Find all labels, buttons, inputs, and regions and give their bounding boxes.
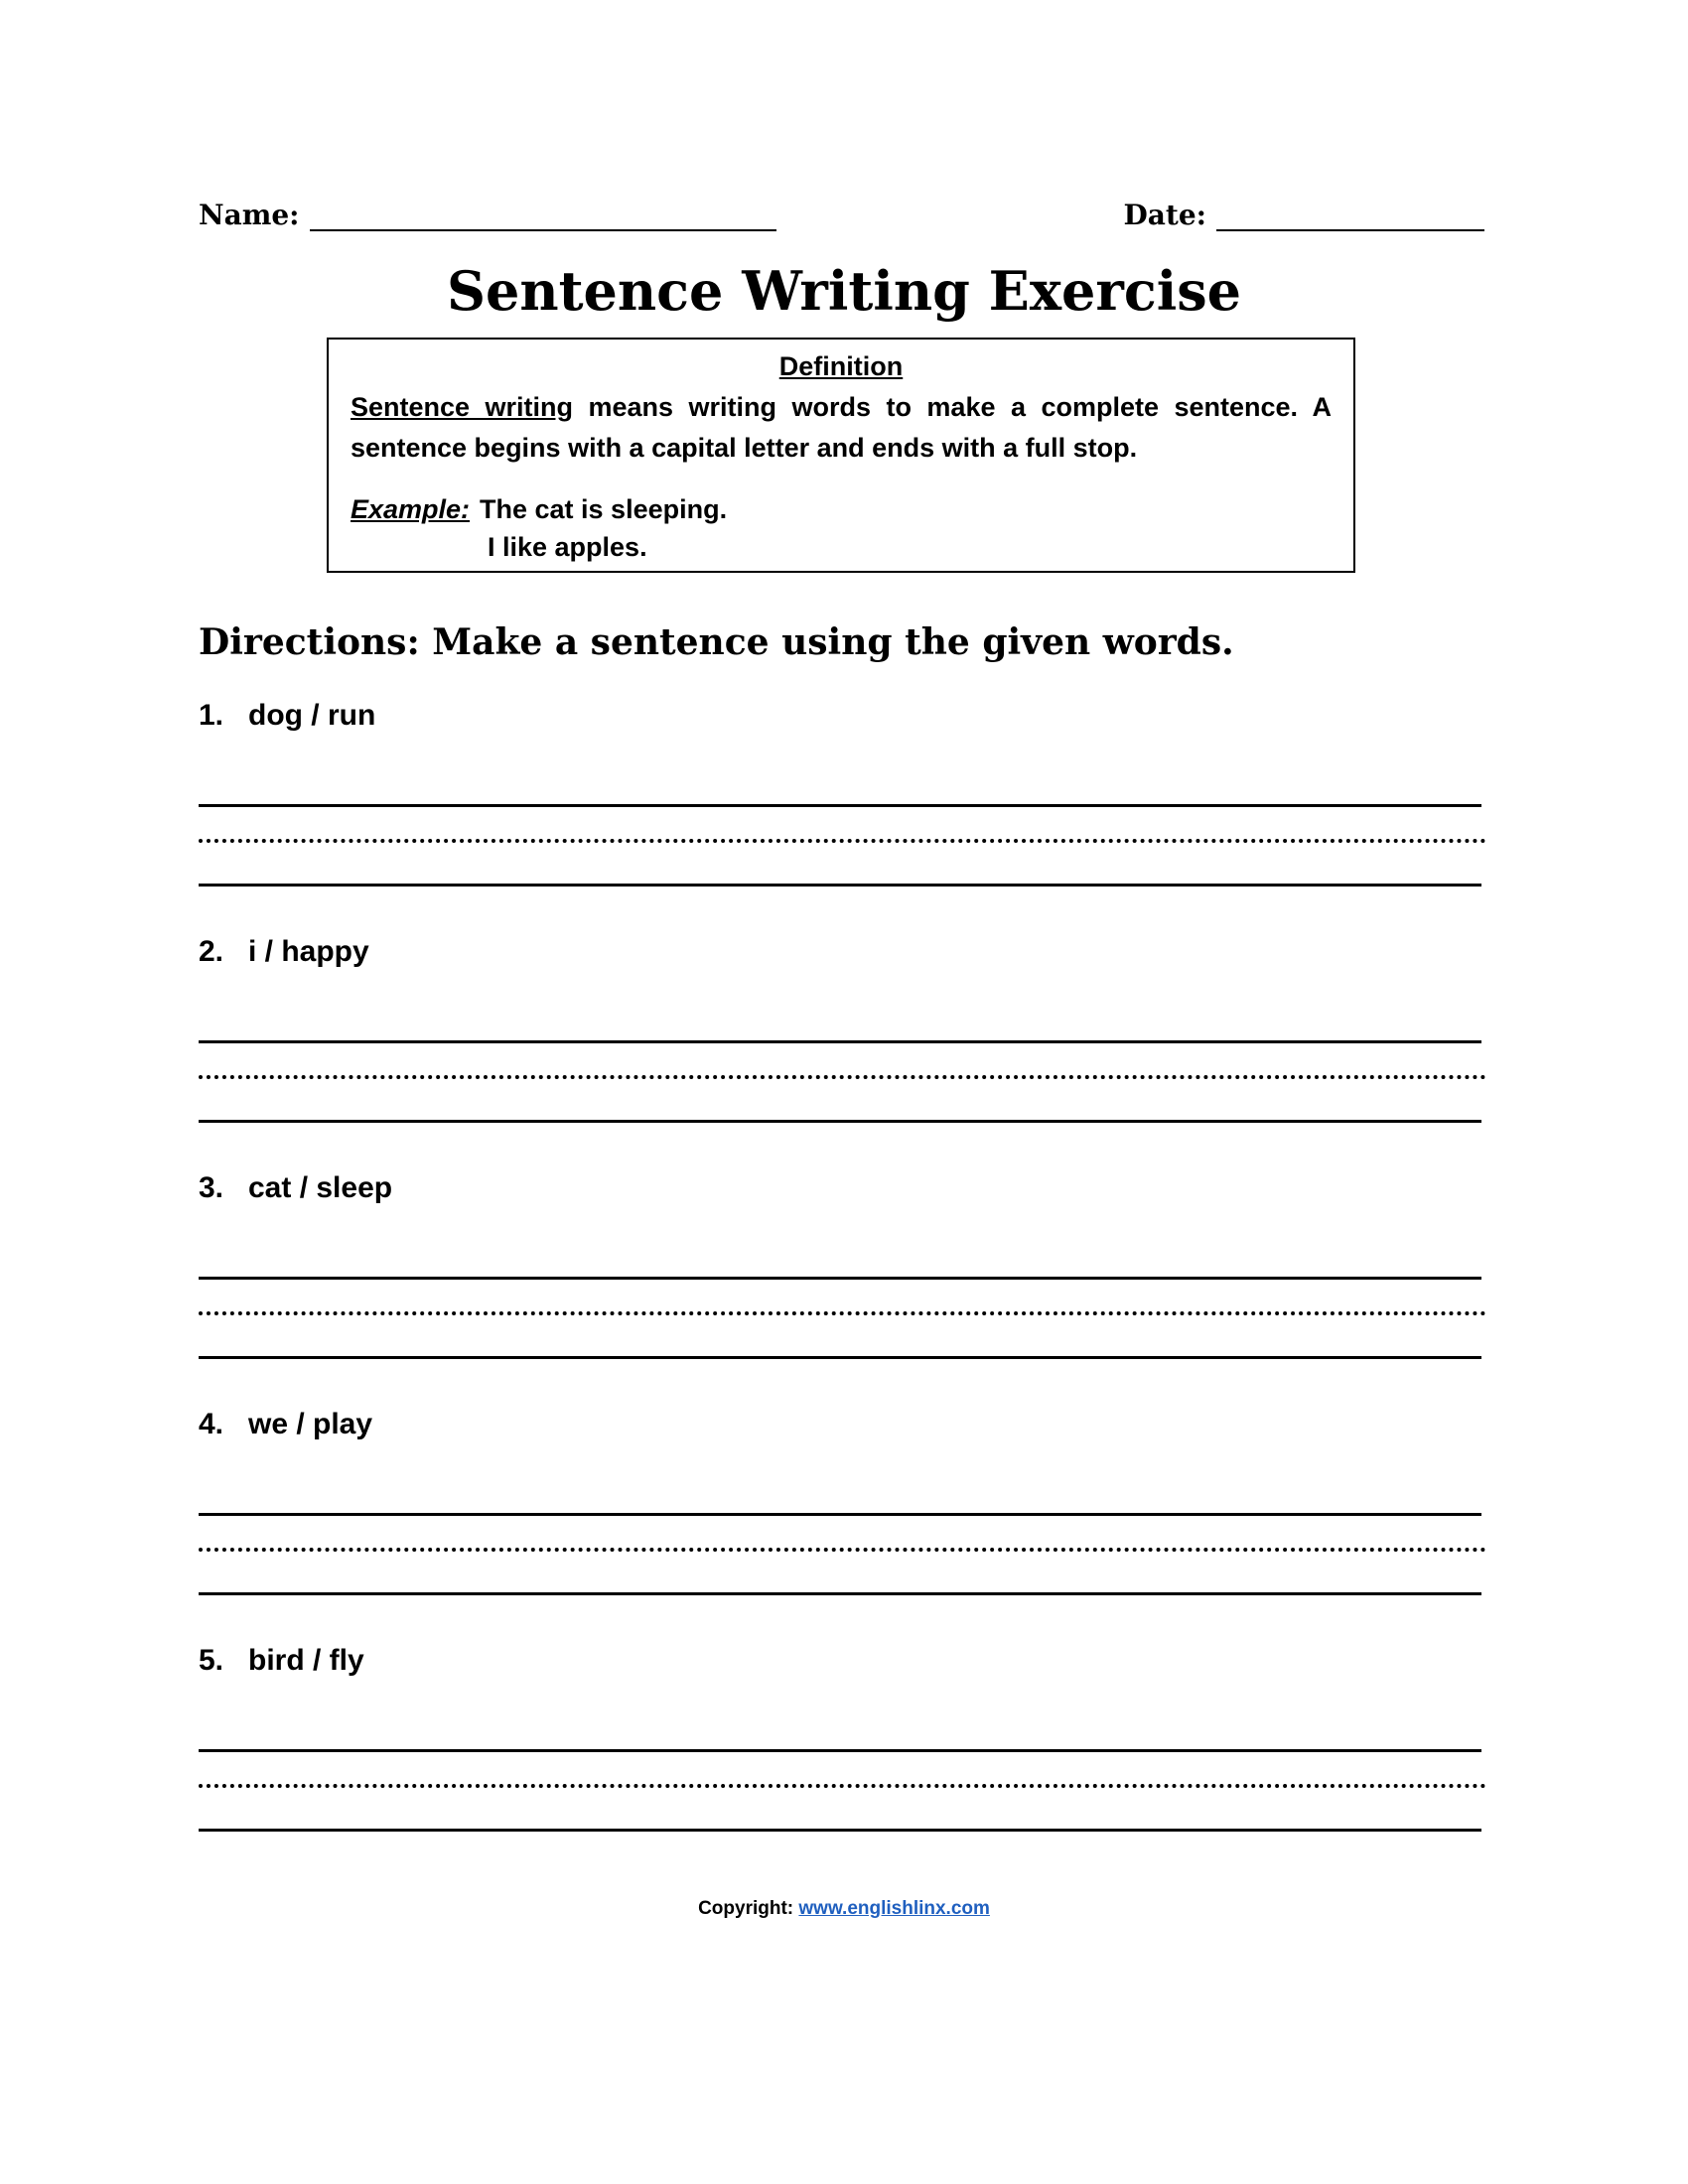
writing-line-base[interactable] — [199, 884, 1481, 887]
date-field[interactable] — [1123, 199, 1484, 231]
definition-box — [327, 338, 1355, 573]
copyright-footer — [0, 1898, 1688, 1920]
writing-line-base[interactable] — [199, 1356, 1481, 1359]
example-line-2 — [351, 528, 1332, 566]
example-sentence-2: I like apples. — [488, 532, 647, 562]
example-sentence-1: The cat is sleeping. — [480, 494, 728, 524]
item-prompt — [199, 1167, 392, 1209]
writing-line-base[interactable] — [199, 1120, 1481, 1123]
exercise-item-4 — [199, 1404, 1489, 1612]
example-line-1 — [351, 490, 1332, 528]
definition-example — [351, 490, 1332, 566]
example-label: Example: — [351, 494, 471, 524]
date-blank-line[interactable] — [1216, 200, 1484, 231]
item-number: 1. — [199, 699, 224, 732]
definition-text — [351, 387, 1332, 469]
writing-line-midline[interactable] — [199, 1075, 1486, 1079]
writing-line-top[interactable] — [199, 1513, 1481, 1516]
exercise-item-1 — [199, 695, 1489, 903]
writing-line-midline[interactable] — [199, 1548, 1486, 1552]
item-words: bird / fly — [248, 1644, 364, 1677]
item-words: we / play — [248, 1408, 373, 1440]
item-prompt — [199, 1404, 372, 1445]
name-label: Name: — [199, 199, 300, 231]
item-prompt — [199, 695, 375, 737]
header-fields — [199, 199, 1484, 238]
writing-line-top[interactable] — [199, 1040, 1481, 1043]
item-words: dog / run — [248, 699, 376, 732]
copyright-label: Copyright: — [698, 1898, 794, 1919]
exercise-item-3 — [199, 1167, 1489, 1376]
writing-line-top[interactable] — [199, 1277, 1481, 1280]
definition-term: Sentence writing — [351, 392, 574, 422]
exercise-item-2 — [199, 931, 1489, 1140]
worksheet-title: Sentence Writing Exercise — [447, 259, 1241, 323]
item-number: 4. — [199, 1408, 224, 1440]
item-prompt — [199, 1640, 364, 1682]
writing-line-base[interactable] — [199, 1829, 1481, 1832]
writing-line-top[interactable] — [199, 804, 1481, 807]
name-blank-line[interactable] — [310, 200, 776, 231]
writing-line-base[interactable] — [199, 1592, 1481, 1595]
item-number: 2. — [199, 935, 224, 968]
directions-text: Directions: Make a sentence using the given words. — [199, 621, 1234, 663]
date-label: Date: — [1123, 199, 1206, 231]
item-words: i / happy — [248, 935, 369, 968]
name-field[interactable] — [199, 199, 776, 231]
writing-line-midline[interactable] — [199, 1311, 1486, 1315]
definition-body: means writing words to make a complete sentence. A sentence begins with a capital letter and ends with a full stop. — [351, 392, 1332, 463]
exercise-item-5 — [199, 1640, 1489, 1848]
copyright-link[interactable]: www.englishlinx.com — [798, 1898, 990, 1919]
writing-line-midline[interactable] — [199, 839, 1486, 843]
item-prompt — [199, 931, 369, 973]
definition-heading: Definition — [778, 351, 904, 381]
writing-line-midline[interactable] — [199, 1784, 1486, 1788]
writing-line-top[interactable] — [199, 1749, 1481, 1752]
item-number: 5. — [199, 1644, 224, 1677]
item-words: cat / sleep — [248, 1171, 393, 1204]
item-number: 3. — [199, 1171, 224, 1204]
